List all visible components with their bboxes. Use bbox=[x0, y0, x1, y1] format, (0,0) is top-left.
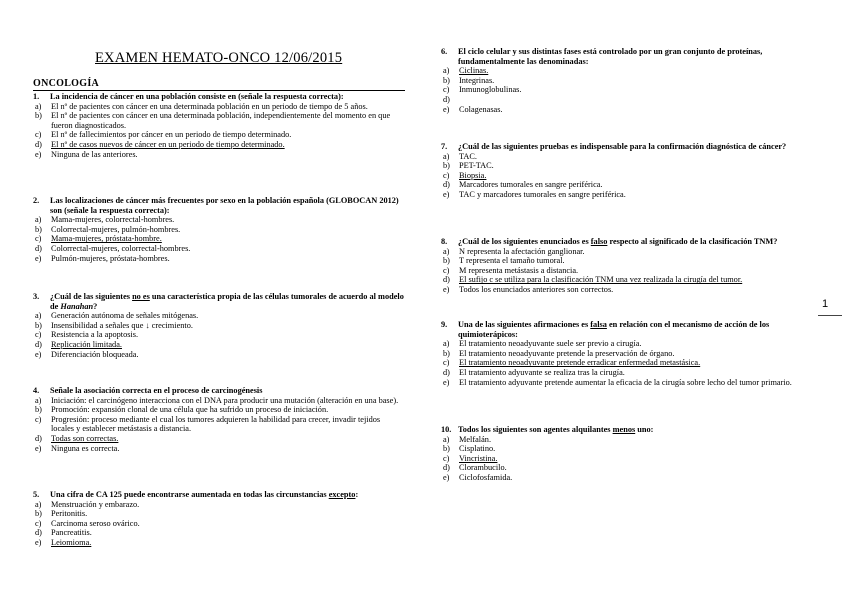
option[interactable]: b) T representa el tamaño tumoral. bbox=[443, 256, 565, 266]
option[interactable]: b) Colorrectal-mujeres, pulmón-hombres. bbox=[35, 224, 181, 234]
option[interactable]: e) Ciclofosfamida. bbox=[443, 472, 513, 482]
page-title: EXAMEN HEMATO-ONCO 12/06/2015 bbox=[95, 50, 343, 66]
option[interactable]: b) El tratamiento neoadyuvante pretende la preservación de órgano. bbox=[443, 348, 675, 358]
option[interactable]: d) Pancreatitis. bbox=[35, 528, 92, 538]
option[interactable]: d) El nº de casos nuevos de cáncer en un periodo de tiempo determinado. bbox=[35, 139, 285, 149]
option[interactable]: c) Carcinoma seroso ovárico. bbox=[35, 518, 140, 528]
question-5 bbox=[33, 490, 405, 548]
option[interactable]: a) El nº de pacientes con cáncer en una determinada población en un periodo de tiempo de 5 años. bbox=[35, 101, 368, 111]
question-text: Señale la asociación correcta en el proceso de carcinogénesis bbox=[50, 386, 263, 395]
question-stem bbox=[33, 292, 405, 311]
option[interactable]: a) N representa la afectación ganglionar. bbox=[443, 246, 585, 256]
question-9 bbox=[441, 320, 813, 387]
option[interactable]: e) Ninguna es correcta. bbox=[35, 443, 120, 453]
option[interactable]: b) PET-TAC. bbox=[443, 161, 494, 171]
option[interactable]: d) Colorrectal-mujeres, colorrectal-hombres. bbox=[35, 243, 191, 253]
option[interactable]: e) El tratamiento adyuvante pretende aumentar la eficacia de la cirugía sobre lecho del tumor primario. bbox=[443, 377, 792, 387]
option[interactable]: d) El sufijo c se utiliza para la clasificación TNM una vez realizada la cirugía del tumor. bbox=[443, 275, 743, 285]
question-number: 10. bbox=[441, 425, 452, 434]
question-stem bbox=[441, 47, 813, 66]
option[interactable]: b) Cisplatino. bbox=[443, 444, 496, 454]
option[interactable]: d) Todas son correctas. bbox=[35, 433, 119, 443]
option[interactable]: b) El nº de pacientes con cáncer en una determinada población, independientemente del momento en que fueron diagnosticados. bbox=[35, 111, 391, 130]
question-number: 9. bbox=[441, 320, 448, 329]
option[interactable]: c) Mama-mujeres, próstata-hombre. bbox=[35, 234, 162, 244]
question-text: ¿Cuál de los siguientes enunciados es falso respecto al significado de la clasificación TNM? bbox=[458, 237, 778, 246]
option[interactable]: b) Promoción: expansión clonal de una célula que ha sufrido un proceso de iniciación. bbox=[35, 405, 329, 415]
question-stem bbox=[33, 490, 405, 500]
option[interactable]: b) Insensibilidad a señales que ↓ crecimiento. bbox=[35, 320, 193, 330]
option[interactable]: e) Pulmón-mujeres, próstata-hombres. bbox=[35, 253, 170, 263]
question-number: 7. bbox=[441, 142, 448, 151]
option[interactable]: b) Integrinas. bbox=[443, 75, 495, 85]
option[interactable]: d) Replicación limitada. bbox=[35, 339, 122, 349]
question-text: Todos los siguientes son agentes alquilantes menos uno: bbox=[458, 425, 654, 434]
question-stem bbox=[33, 196, 405, 215]
option[interactable]: a) Mama-mujeres, colorrectal-hombres. bbox=[35, 215, 175, 225]
option[interactable]: a) Ciclinas. bbox=[443, 66, 489, 76]
question-text: ¿Cuál de las siguientes pruebas es indispensable para la confirmación diagnóstica de cáncer? bbox=[458, 142, 787, 151]
section-heading: ONCOLOGÍA bbox=[33, 78, 405, 91]
question-text: La incidencia de cáncer en una población consiste en (señale la respuesta correcta): bbox=[50, 92, 344, 101]
option[interactable]: a) TAC. bbox=[443, 151, 478, 161]
question-2 bbox=[33, 196, 405, 263]
question-number: 5. bbox=[33, 490, 40, 499]
question-text: El ciclo celular y sus distintas fases está controlado por un gran conjunto de proteínas, fundamentalmente las denominadas: bbox=[458, 47, 763, 66]
question-4 bbox=[33, 386, 405, 453]
option[interactable]: c) M representa metástasis a distancia. bbox=[443, 265, 579, 275]
option[interactable]: c) Vincristina. bbox=[443, 453, 498, 463]
page-divider bbox=[818, 315, 842, 316]
question-number: 3. bbox=[33, 292, 40, 301]
question-text: Una cifra de CA 125 puede encontrarse aumentada en todas las circunstancias excepto: bbox=[50, 490, 359, 499]
question-1 bbox=[33, 92, 405, 159]
option[interactable]: a) Menstruación y embarazo. bbox=[35, 499, 140, 509]
option[interactable]: a) Generación autónoma de señales mitógenas. bbox=[35, 311, 199, 321]
option[interactable]: e) Diferenciación bloqueada. bbox=[35, 349, 139, 359]
question-8 bbox=[441, 237, 813, 295]
option[interactable]: d) Clorambucilo. bbox=[443, 463, 507, 473]
question-3 bbox=[33, 292, 405, 359]
question-text: ¿Cuál de las siguientes no es una característica propia de las células tumorales de acuerdo al modelo de Hanahan? bbox=[50, 292, 404, 311]
option[interactable]: e) Colagenasas. bbox=[443, 104, 503, 114]
question-stem bbox=[441, 142, 813, 152]
question-number: 2. bbox=[33, 196, 40, 205]
option[interactable]: c) Inmunoglobulinas. bbox=[443, 85, 522, 95]
option[interactable]: a) Iniciación: el carcinógeno interacciona con el DNA para producir una mutación (alteración en una base). bbox=[35, 395, 399, 405]
question-text: Una de las siguientes afirmaciones es falsa en relación con el mecanismo de acción de los quimioterápicos: bbox=[458, 320, 770, 339]
page-number: 1 bbox=[822, 298, 829, 310]
option[interactable]: c) Resistencia a la apoptosis. bbox=[35, 330, 139, 340]
question-stem bbox=[33, 386, 405, 396]
question-10 bbox=[441, 425, 813, 483]
question-stem bbox=[441, 320, 813, 339]
option[interactable]: e) TAC y marcadores tumorales en sangre periférica. bbox=[443, 189, 626, 199]
option[interactable]: e) Leiomioma. bbox=[35, 537, 92, 547]
option[interactable]: a) El tratamiento neoadyuvante suele ser previo a cirugía. bbox=[443, 339, 642, 349]
question-6 bbox=[441, 47, 813, 114]
question-7 bbox=[441, 142, 813, 200]
question-text: Las localizaciones de cáncer más frecuentes por sexo en la población española (GLOBOCAN 2012) son (señale la respuesta correcta): bbox=[50, 196, 399, 215]
question-number: 4. bbox=[33, 386, 40, 395]
option[interactable]: a) Melfalán. bbox=[443, 434, 492, 444]
option[interactable]: d) El tratamiento adyuvante se realiza tras la cirugía. bbox=[443, 367, 625, 377]
option[interactable]: d) Marcadores tumorales en sangre periférica. bbox=[443, 180, 603, 190]
question-stem bbox=[441, 425, 813, 435]
option[interactable]: c) Progresión: proceso mediante el cual los tumores adquieren la habilidad para crecer, invadir tejidos locales y establecer metástasis a distancia. bbox=[35, 414, 381, 434]
option[interactable]: e) Todos los enunciados anteriores son correctos. bbox=[443, 284, 614, 294]
option[interactable]: e) Ninguna de las anteriores. bbox=[35, 149, 138, 159]
option[interactable]: c) El tratamiento neoadyuvante pretende erradicar enfermedad metastásica. bbox=[443, 358, 701, 368]
option[interactable]: d) bbox=[443, 94, 450, 104]
option[interactable]: c) Biopsia. bbox=[443, 170, 487, 180]
question-number: 6. bbox=[441, 47, 448, 56]
question-stem bbox=[441, 237, 813, 247]
question-number: 1. bbox=[33, 92, 40, 101]
question-number: 8. bbox=[441, 237, 448, 246]
option[interactable]: c) El nº de fallecimientos por cáncer en un periodo de tiempo determinado. bbox=[35, 130, 292, 140]
option[interactable]: b) Peritonitis. bbox=[35, 509, 88, 519]
question-stem bbox=[33, 92, 405, 102]
